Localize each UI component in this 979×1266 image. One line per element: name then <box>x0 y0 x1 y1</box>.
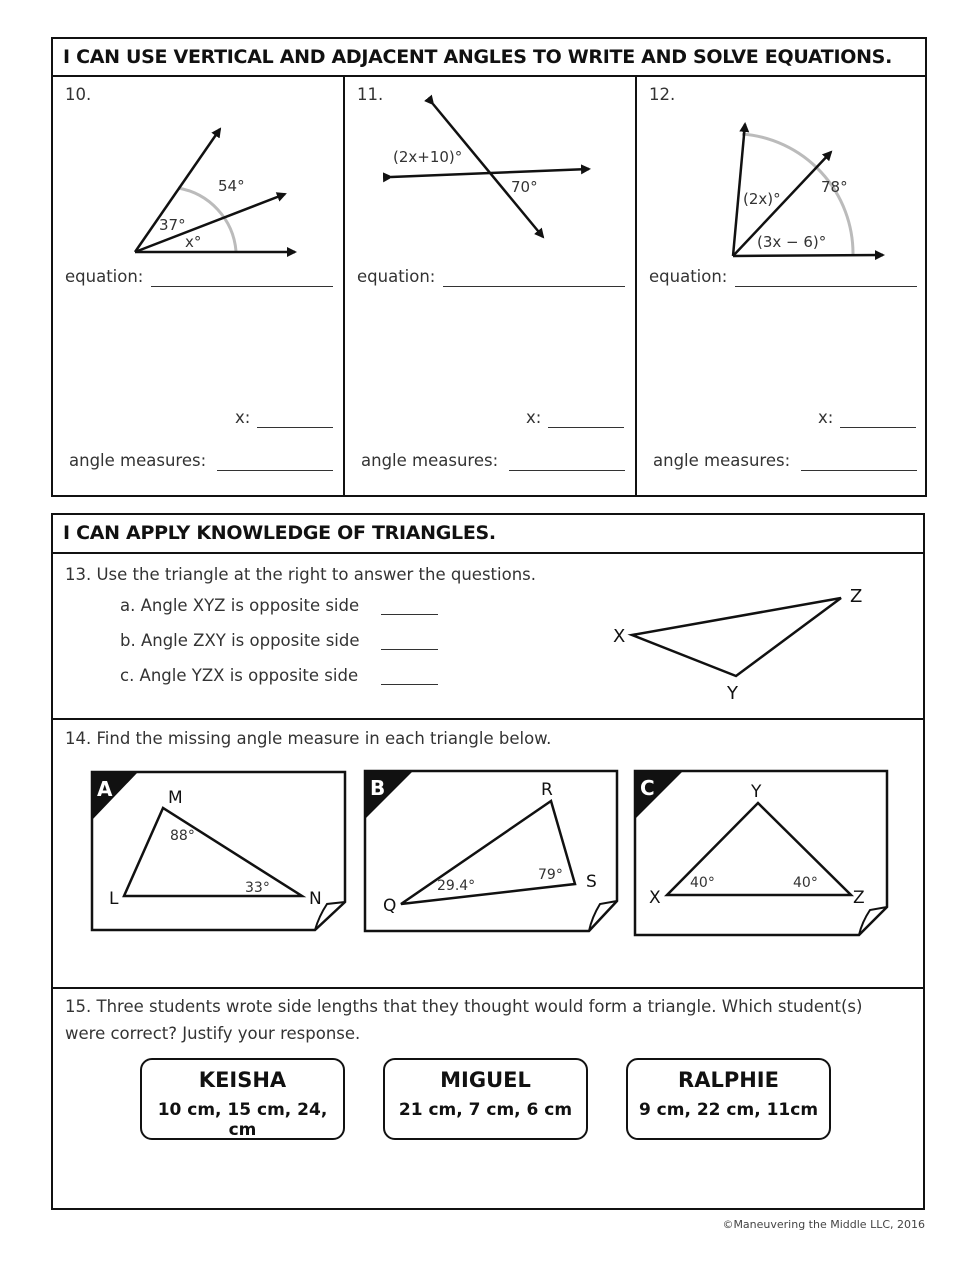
card-letter: B <box>370 776 386 800</box>
problem-10-angles-label: angle measures: <box>69 451 207 470</box>
problem-12-x-blank[interactable] <box>840 427 916 428</box>
problem-10-x-blank[interactable] <box>257 427 333 428</box>
q13-item-a-blank[interactable] <box>381 614 438 615</box>
ray <box>733 255 883 256</box>
problem-12-angles-blank[interactable] <box>801 470 917 471</box>
q14-card-a <box>90 770 350 934</box>
student-name: MIGUEL <box>440 1068 531 1092</box>
angle-label: (2x+10)° <box>393 148 463 166</box>
q13-prompt: 13. Use the triangle at the right to answer the questions. <box>65 565 536 584</box>
angle-label: 78° <box>821 178 848 196</box>
angle-label: (3x − 6)° <box>757 233 827 251</box>
problem-11-equation-label: equation: <box>357 267 436 286</box>
row-divider <box>53 718 923 720</box>
card-outline <box>92 772 345 930</box>
vertex-label: X <box>649 888 661 908</box>
q14-prompt: 14. Find the missing angle measure in each triangle below. <box>65 729 552 748</box>
problem-10-equation-blank[interactable] <box>151 286 333 287</box>
angle-label: 54° <box>218 177 245 195</box>
problem-10-x-label: x: <box>235 408 251 427</box>
problem-11-x-label: x: <box>526 408 542 427</box>
q15-prompt-line2: were correct? Justify your response. <box>65 1024 361 1043</box>
vertex-label: Z <box>853 888 865 908</box>
student-name: RALPHIE <box>678 1068 779 1092</box>
angle-label: 37° <box>159 216 186 234</box>
vertex-label: L <box>109 889 119 909</box>
student-sides: 10 cm, 15 cm, 24, cm <box>157 1100 328 1140</box>
q13-triangle <box>603 575 883 710</box>
q13-item-b: b. Angle ZXY is opposite side <box>120 631 360 650</box>
q13-item-c: c. Angle YZX is opposite side <box>120 666 359 685</box>
problem-10-number: 10. <box>65 85 92 104</box>
student-card-keisha <box>140 1058 345 1140</box>
line <box>391 169 589 177</box>
vertex-label: S <box>586 872 597 892</box>
vertex-label: Z <box>850 586 863 607</box>
section-triangles <box>51 513 925 1210</box>
vertex-label: Q <box>383 896 397 916</box>
section-triangles-title: I CAN APPLY KNOWLEDGE OF TRIANGLES. <box>53 515 923 554</box>
angle-label: (2x)° <box>743 190 781 208</box>
q13-item-a: a. Angle XYZ is opposite side <box>120 596 360 615</box>
problem-12-equation-blank[interactable] <box>735 286 917 287</box>
row-divider <box>53 987 923 989</box>
problem-11-x-blank[interactable] <box>548 427 624 428</box>
q14-card-b <box>363 769 623 935</box>
angle-label: 79° <box>538 867 563 883</box>
angle-label: x° <box>185 233 202 251</box>
problem-10-diagram <box>113 79 373 269</box>
vertex-label: M <box>168 788 183 808</box>
angle-label: 33° <box>245 880 270 896</box>
problem-12-angles-label: angle measures: <box>653 451 791 470</box>
problem-11-diagram <box>383 89 643 249</box>
vertex-label: Y <box>727 683 738 704</box>
student-card-miguel <box>383 1058 588 1140</box>
triangle-xyz <box>632 598 841 676</box>
student-card-ralphie <box>626 1058 831 1140</box>
vertex-label: R <box>541 780 553 800</box>
problem-11-angles-label: angle measures: <box>361 451 499 470</box>
vertex-label: Y <box>751 782 762 802</box>
vertex-label: X <box>613 626 626 647</box>
problem-12-x-label: x: <box>818 408 834 427</box>
problem-12-diagram <box>713 79 913 269</box>
angle-label: 70° <box>511 178 538 196</box>
copyright: ©Maneuvering the Middle LLC, 2016 <box>722 1218 925 1231</box>
q13-item-b-blank[interactable] <box>381 649 438 650</box>
card-letter: A <box>97 777 113 801</box>
problem-10-angles-blank[interactable] <box>217 470 333 471</box>
student-sides: 9 cm, 22 cm, 11cm <box>638 1100 819 1120</box>
q13-item-c-blank[interactable] <box>381 684 438 685</box>
card-outline <box>365 771 617 931</box>
section-angles <box>51 37 927 497</box>
angle-label: 40° <box>690 875 715 891</box>
student-sides: 21 cm, 7 cm, 6 cm <box>398 1100 573 1120</box>
problem-11-equation-blank[interactable] <box>443 286 625 287</box>
problem-11-number: 11. <box>357 85 384 104</box>
student-name: KEISHA <box>198 1068 287 1092</box>
angle-label: 40° <box>793 875 818 891</box>
angle-label: 88° <box>170 828 195 844</box>
problem-12-number: 12. <box>649 85 676 104</box>
problem-11-angles-blank[interactable] <box>509 470 625 471</box>
angle-label: 29.4° <box>437 878 476 894</box>
section-angles-title: I CAN USE VERTICAL AND ADJACENT ANGLES TO WRITE AND SOLVE EQUATIONS. <box>53 39 925 77</box>
q14-card-c <box>633 769 893 939</box>
card-letter: C <box>640 776 655 800</box>
problem-12-equation-label: equation: <box>649 267 728 286</box>
vertex-label: N <box>309 889 322 909</box>
q15-prompt-line1: 15. Three students wrote side lengths that they thought would form a triangle. Which student(s) <box>65 997 863 1016</box>
problem-10-equation-label: equation: <box>65 267 144 286</box>
